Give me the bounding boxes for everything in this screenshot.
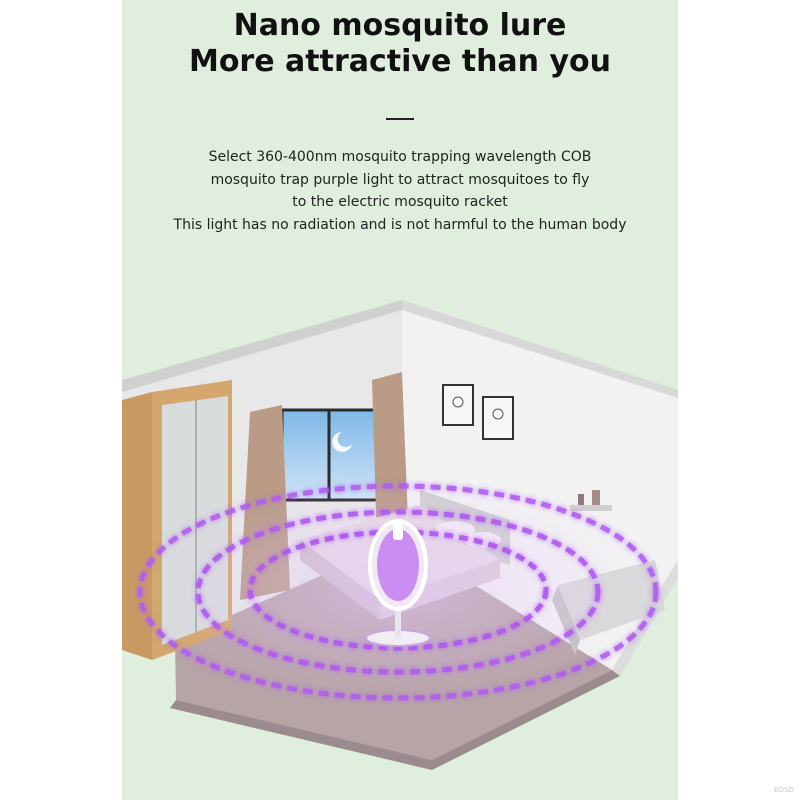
description-line-1: Select 360-400nm mosquito trapping wavelength COB — [208, 149, 592, 165]
wall-frame-2 — [483, 397, 513, 439]
wall-frame-1 — [443, 385, 473, 425]
watermark: BDSD — [773, 786, 794, 794]
description-line-2: mosquito trap purple light to attract mosquitoes to fly — [210, 171, 590, 188]
description-line-3: to the electric mosquito racket — [292, 194, 508, 210]
description-line-4: This light has no radiation and is not harmful to the human body — [173, 216, 627, 233]
headline-line-1: Nano mosquito lure — [233, 8, 567, 43]
headline-line-2: More attractive than you — [188, 44, 612, 79]
wall-shelf — [570, 505, 612, 511]
